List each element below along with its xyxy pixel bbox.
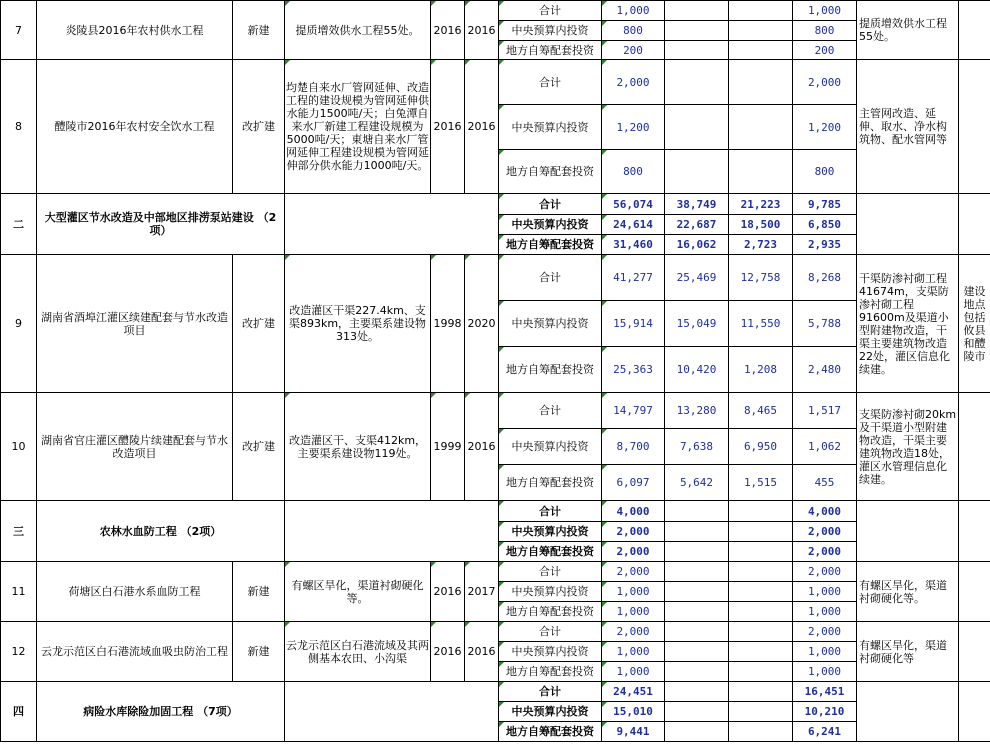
total-investment: 1,000 [602,662,665,682]
extra-note [959,562,990,622]
start-year: 2016 [431,1,465,60]
start-year: 1998 [431,255,465,393]
investment-label: 合计 [499,622,602,642]
planned-investment: 1,000 [793,1,857,21]
remark: 主管网改造、延伸、取水、净水构筑物、配水管网等 [857,60,959,194]
investment-label: 中央预算内投资 [499,522,602,542]
construction-nature: 改扩建 [233,60,285,194]
cumulative-investment [665,662,729,682]
construction-content: 均楚自来水厂管网延伸、改造工程的建设规模为管网延伸供水能力1500吨/天；白兔潭自来水厂新建工程建设规模为5000吨/天；東塘自来水厂管网延伸工程建设规模为管网延伸部分供水能力1000吨/天。 [285,60,431,194]
planned-investment: 5,788 [793,301,857,347]
construction-nature: 新建 [233,622,285,682]
section-title: 大型灌区节水改造及中部地区排涝泵站建设 （2项） [37,194,285,255]
investment-label: 合计 [499,501,602,522]
extra-note [959,60,990,194]
total-investment: 1,200 [602,105,665,150]
planned-investment: 1,000 [793,662,857,682]
end-year: 2020 [465,255,499,393]
total-investment: 800 [602,21,665,41]
planned-investment: 2,000 [793,622,857,642]
total-investment: 1,000 [602,1,665,21]
project-name: 荷塘区白石港水系血防工程 [37,562,233,622]
remark: 有螺区旱化，渠道衬砌硬化等。 [857,562,959,622]
project-row [1,60,990,105]
completed-investment: 8,465 [729,393,793,429]
project-name: 湖南省官庄灌区醴陵片续建配套与节水改造项目 [37,393,233,501]
cumulative-investment: 15,049 [665,301,729,347]
project-row [1,1,990,21]
end-year: 2016 [465,1,499,60]
investment-label: 地方自筹配套投资 [499,41,602,60]
investment-label: 中央预算内投资 [499,582,602,602]
planned-investment: 1,000 [793,582,857,602]
section-row [1,682,990,702]
total-investment: 31,460 [602,235,665,255]
completed-investment [729,682,793,702]
planned-investment: 1,000 [793,642,857,662]
completed-investment [729,150,793,194]
section-blank [285,194,499,255]
cumulative-investment [665,501,729,522]
start-year: 2016 [431,60,465,194]
remark [857,682,959,742]
total-investment: 2,000 [602,622,665,642]
row-number: 11 [1,562,37,622]
completed-investment: 1,208 [729,347,793,393]
completed-investment: 18,500 [729,215,793,235]
extra-note [959,682,990,742]
completed-investment: 6,950 [729,429,793,465]
total-investment: 1,000 [602,582,665,602]
cumulative-investment [665,582,729,602]
investment-label: 中央预算内投资 [499,215,602,235]
total-investment: 9,441 [602,722,665,742]
planned-investment: 6,850 [793,215,857,235]
cumulative-investment [665,562,729,582]
investment-label: 地方自筹配套投资 [499,465,602,501]
investment-label: 地方自筹配套投资 [499,347,602,393]
start-year: 1999 [431,393,465,501]
total-investment: 1,000 [602,642,665,662]
investment-label: 中央预算内投资 [499,642,602,662]
total-investment: 24,614 [602,215,665,235]
investment-label: 中央预算内投资 [499,702,602,722]
investment-label: 地方自筹配套投资 [499,662,602,682]
cumulative-investment: 5,642 [665,465,729,501]
row-number: 10 [1,393,37,501]
planned-investment: 800 [793,150,857,194]
planned-investment: 455 [793,465,857,501]
extra-note [959,194,990,255]
end-year: 2016 [465,393,499,501]
planned-investment: 1,200 [793,105,857,150]
extra-note [959,622,990,682]
total-investment: 800 [602,150,665,194]
section-title: 病险水库除险加固工程 （7项） [37,682,285,742]
start-year: 2016 [431,622,465,682]
extra-note [959,1,990,60]
section-number: 二 [1,194,37,255]
row-number: 8 [1,60,37,194]
completed-investment [729,722,793,742]
project-row [1,255,990,301]
row-number: 7 [1,1,37,60]
planned-investment: 2,480 [793,347,857,393]
investment-label: 中央预算内投资 [499,429,602,465]
total-investment: 6,097 [602,465,665,501]
construction-nature: 改扩建 [233,393,285,501]
total-investment: 41,277 [602,255,665,301]
cumulative-investment [665,622,729,642]
cumulative-investment [665,105,729,150]
remark: 有螺区旱化，渠道衬砌硬化等 [857,622,959,682]
total-investment: 15,914 [602,301,665,347]
investment-label: 合计 [499,1,602,21]
planned-investment: 1,517 [793,393,857,429]
cumulative-investment [665,522,729,542]
planned-investment: 4,000 [793,501,857,522]
investment-label: 地方自筹配套投资 [499,150,602,194]
completed-investment [729,602,793,622]
planned-investment: 9,785 [793,194,857,215]
completed-investment: 11,550 [729,301,793,347]
planned-investment: 8,268 [793,255,857,301]
construction-content: 提质增效供水工程55处。 [285,1,431,60]
planned-investment: 2,935 [793,235,857,255]
completed-investment [729,582,793,602]
planned-investment: 16,451 [793,682,857,702]
total-investment: 8,700 [602,429,665,465]
completed-investment [729,642,793,662]
investment-label: 合计 [499,682,602,702]
cumulative-investment [665,542,729,562]
planned-investment: 2,000 [793,562,857,582]
completed-investment [729,662,793,682]
row-number: 9 [1,255,37,393]
cumulative-investment: 25,469 [665,255,729,301]
investment-label: 地方自筹配套投资 [499,235,602,255]
cumulative-investment [665,41,729,60]
cumulative-investment [665,21,729,41]
extra-note: 建设地点包括攸县和醴陵市 [959,255,990,393]
total-investment: 2,000 [602,562,665,582]
construction-content: 有螺区旱化，渠道衬砌硬化等。 [285,562,431,622]
completed-investment [729,542,793,562]
total-investment: 200 [602,41,665,60]
project-row [1,622,990,642]
remark [857,501,959,562]
completed-investment: 1,515 [729,465,793,501]
section-blank [285,682,499,742]
total-investment: 14,797 [602,393,665,429]
cumulative-investment: 16,062 [665,235,729,255]
cumulative-investment: 38,749 [665,194,729,215]
remark: 干渠防渗衬砌工程41674m，支渠防渗衬砌工程91600m及渠道小型附建物改造，干渠主要建筑物改造22处，灌区信息化续建。 [857,255,959,393]
planned-investment: 800 [793,21,857,41]
investment-label: 中央预算内投资 [499,21,602,41]
section-blank [285,501,499,562]
cumulative-investment [665,150,729,194]
total-investment: 24,451 [602,682,665,702]
construction-content: 改造灌区干渠227.4km、支渠893km，主要渠系建设物313处。 [285,255,431,393]
cumulative-investment [665,702,729,722]
completed-investment [729,522,793,542]
project-row [1,393,990,429]
cumulative-investment [665,642,729,662]
cumulative-investment [665,60,729,105]
section-row [1,194,990,215]
cumulative-investment [665,682,729,702]
planned-investment: 200 [793,41,857,60]
total-investment: 1,000 [602,602,665,622]
construction-content: 云龙示范区白石港流域及其两侧基本农田、小沟渠 [285,622,431,682]
investment-label: 地方自筹配套投资 [499,722,602,742]
remark: 支渠防渗衬砌20km及干渠道小型附建物改造，干渠主要建筑物改造18处，灌区水管理信息化续建。 [857,393,959,501]
project-name: 湖南省酒埠江灌区续建配套与节水改造项目 [37,255,233,393]
cumulative-investment [665,1,729,21]
completed-investment [729,702,793,722]
start-year: 2016 [431,562,465,622]
total-investment: 2,000 [602,60,665,105]
completed-investment [729,562,793,582]
planned-investment: 1,062 [793,429,857,465]
project-name: 云龙示范区白石港流域血吸虫防治工程 [37,622,233,682]
total-investment: 2,000 [602,542,665,562]
construction-nature: 新建 [233,1,285,60]
planned-investment: 1,000 [793,602,857,622]
cumulative-investment: 10,420 [665,347,729,393]
completed-investment [729,501,793,522]
investment-label: 中央预算内投资 [499,105,602,150]
end-year: 2016 [465,622,499,682]
planned-investment: 2,000 [793,60,857,105]
cumulative-investment: 13,280 [665,393,729,429]
construction-content: 改造灌区干、支渠412km，主要渠系建设物119处。 [285,393,431,501]
investment-label: 中央预算内投资 [499,301,602,347]
row-number: 12 [1,622,37,682]
cumulative-investment [665,602,729,622]
completed-investment [729,41,793,60]
total-investment: 15,010 [602,702,665,722]
completed-investment: 21,223 [729,194,793,215]
extra-note [959,501,990,562]
total-investment: 56,074 [602,194,665,215]
completed-investment [729,105,793,150]
investment-label: 合计 [499,562,602,582]
end-year: 2016 [465,60,499,194]
investment-label: 合计 [499,393,602,429]
total-investment: 25,363 [602,347,665,393]
investment-label: 地方自筹配套投资 [499,542,602,562]
project-row [1,562,990,582]
cumulative-investment: 22,687 [665,215,729,235]
investment-label: 合计 [499,60,602,105]
completed-investment [729,60,793,105]
planned-investment: 2,000 [793,542,857,562]
cumulative-investment: 7,638 [665,429,729,465]
remark [857,194,959,255]
section-title: 农林水血防工程 （2项） [37,501,285,562]
cumulative-investment [665,722,729,742]
completed-investment: 12,758 [729,255,793,301]
investment-label: 地方自筹配套投资 [499,602,602,622]
total-investment: 2,000 [602,522,665,542]
construction-nature: 改扩建 [233,255,285,393]
completed-investment [729,21,793,41]
end-year: 2017 [465,562,499,622]
completed-investment: 2,723 [729,235,793,255]
planned-investment: 10,210 [793,702,857,722]
section-row [1,501,990,522]
investment-label: 合计 [499,194,602,215]
extra-note [959,393,990,501]
construction-nature: 新建 [233,562,285,622]
remark: 提质增效供水工程55处。 [857,1,959,60]
completed-investment [729,1,793,21]
planned-investment: 6,241 [793,722,857,742]
project-name: 醴陵市2016年农村安全饮水工程 [37,60,233,194]
completed-investment [729,622,793,642]
section-number: 四 [1,682,37,742]
section-number: 三 [1,501,37,562]
investment-label: 合计 [499,255,602,301]
planned-investment: 2,000 [793,522,857,542]
total-investment: 4,000 [602,501,665,522]
project-name: 炎陵县2016年农村供水工程 [37,1,233,60]
